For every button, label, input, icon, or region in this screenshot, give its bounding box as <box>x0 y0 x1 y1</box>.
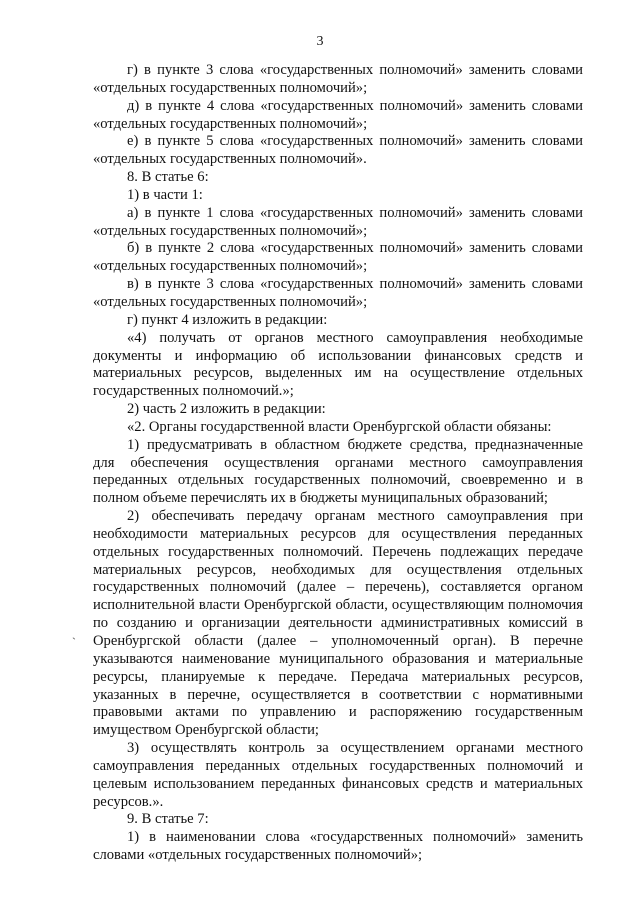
section-heading: 8. В статье 6: <box>127 169 209 186</box>
paragraph: а) в пункте 1 слова «государственных полномочий» заменить словами «отдельных государственных полномочий»; <box>93 204 583 239</box>
paragraph: б) в пункте 2 слова «государственных полномочий» заменить словами «отдельных государственных полномочий»; <box>93 240 583 275</box>
paragraph: 2) часть 2 изложить в редакции: <box>127 401 326 418</box>
document-body <box>93 62 583 865</box>
paragraph: 1) в части 1: <box>127 186 203 203</box>
paragraph: в) в пункте 3 слова «государственных полномочий» заменить словами «отдельных государственных полномочий»; <box>93 276 583 310</box>
quoted-paragraph: «2. Органы государственной власти Оренбургской области обязаны: <box>127 418 552 435</box>
paragraph: 2) обеспечивать передачу органам местного самоуправления при необходимости материальных ресурсов для осуществления переданных отдельных государственных полномочий. Перечень подлежащих передаче материальных ресурсов, необходимых для осуществления отдельных государственных полномочий (далее – перечень), составляется органом исполнительной власти Оренбургской области, осуществляющим полномочия по созданию и организации деятельности административных комиссий в Оренбургской области (далее – уполномоченный орган). В перечне указываются наименование муниципального образования и материальные ресурсы, планируемые к передаче. Передача материальных ресурсов, указанных в перечне, осуществляется в соответствии с нормативными правовыми актами по управлению и распоряжению государственным имуществом Оренбургской области; <box>93 508 583 739</box>
paragraph: 3) осуществлять контроль за осуществлением органами местного самоуправления переданных отдельных государственных полномочий и целевым использованием переданных финансовых средств и материальных ресурсов.». <box>93 740 583 810</box>
paragraph: г) пункт 4 изложить в редакции: <box>127 311 328 328</box>
paragraph: е) в пункте 5 слова «государственных полномочий» заменить словами «отдельных государственных полномочий». <box>93 133 583 168</box>
paragraph: д) в пункте 4 слова «государственных полномочий» заменить словами «отдельных государственных полномочий»; <box>93 97 583 132</box>
section-heading: 9. В статье 7: <box>127 811 209 828</box>
paragraph: г) в пункте 3 слова «государственных полномочий» заменить словами «отдельных государственных полномочий»; <box>93 62 583 96</box>
page-number: 3 <box>316 34 324 49</box>
margin-mark: ˏ <box>72 626 76 640</box>
quoted-paragraph: «4) получать от органов местного самоуправления необходимые документы и информацию об использовании финансовых средств и материальных ресурсов, выделенных им на осуществление отдельных государственных полномочий.»; <box>93 329 583 400</box>
paragraph: 1) предусматривать в областном бюджете средства, предназначенные для обеспечения осуществления органами местного самоуправления переданных отдельных государственных полномочий, своевременно и в полном объеме перечислять их в бюджеты муниципальных образований; <box>93 436 583 507</box>
paragraph: 1) в наименовании слова «государственных полномочий» заменить словами «отдельных государственных полномочий»; <box>93 829 583 864</box>
